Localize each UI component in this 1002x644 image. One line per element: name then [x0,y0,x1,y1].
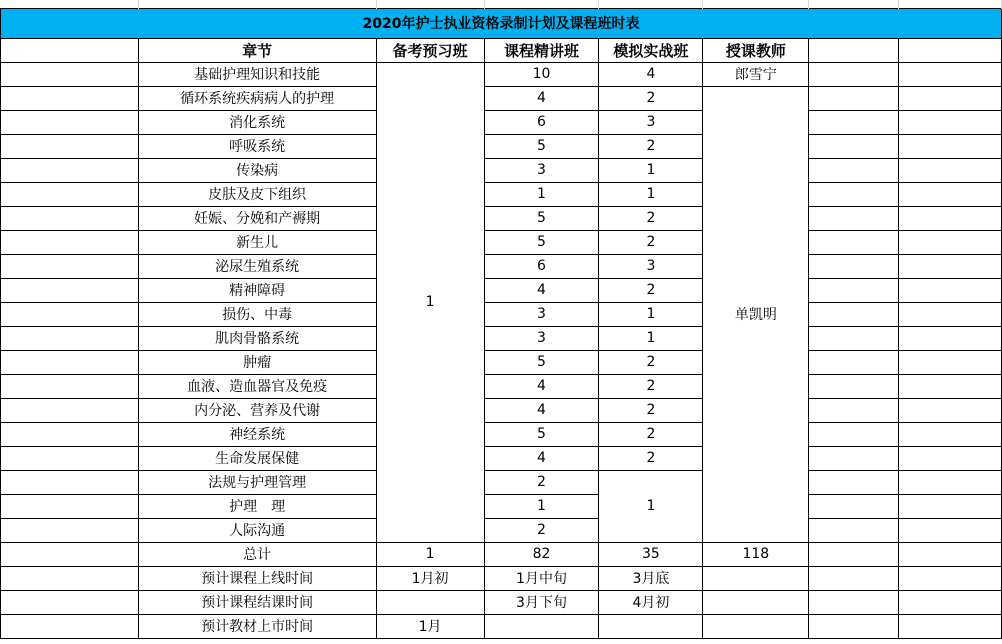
blank-cell [899,38,1002,62]
blank-cell [899,590,1002,614]
blank-cell [809,470,899,494]
blank-cell [1,446,139,470]
chapter-cell: 泌尿生殖系统 [138,254,376,278]
header-lecture: 课程精讲班 [484,38,599,62]
lecture-cell: 5 [484,206,599,230]
blank-cell [1,206,139,230]
blank-cell [899,278,1002,302]
chapter-cell: 护理 理 [138,494,376,518]
chapter-cell: 皮肤及皮下组织 [138,182,376,206]
mock-cell: 1 [599,158,703,182]
blank-cell [809,350,899,374]
schedule-book-row [1,614,1002,638]
lecture-cell: 3 [484,326,599,350]
book-label: 预计教材上市时间 [138,614,376,638]
mock-cell: 1 [599,302,703,326]
blank-cell [899,470,1002,494]
blank-cell [899,518,1002,542]
mock-cell: 2 [599,230,703,254]
chapter-cell: 神经系统 [138,422,376,446]
blank-cell [1,110,139,134]
table-row [1,182,1002,206]
lecture-cell: 4 [484,398,599,422]
blank-cell [899,206,1002,230]
blank-cell [1,422,139,446]
finish-prep [376,590,484,614]
blank-cell [899,110,1002,134]
lecture-cell: 6 [484,254,599,278]
finish-mock: 4月初 [599,590,703,614]
header-chapter: 章节 [138,38,376,62]
blank-cell [1,302,139,326]
table-row [1,230,1002,254]
total-lecture: 82 [484,542,599,566]
blank-cell [899,614,1002,638]
mock-cell: 3 [599,254,703,278]
online-lecture: 1月中旬 [484,566,599,590]
chapter-cell: 新生儿 [138,230,376,254]
blank-cell [899,62,1002,86]
blank-cell [809,446,899,470]
blank-cell [809,86,899,110]
blank-cell [1,278,139,302]
blank-cell [809,206,899,230]
blank-cell [809,518,899,542]
chapter-cell: 传染病 [138,158,376,182]
blank-cell [1,158,139,182]
table-row [1,446,1002,470]
lecture-cell: 2 [484,470,599,494]
blank-cell [1,326,139,350]
blank-cell [809,230,899,254]
blank-cell [899,302,1002,326]
lecture-cell: 4 [484,86,599,110]
finish-lecture: 3月下旬 [484,590,599,614]
lecture-cell: 1 [484,494,599,518]
blank-cell [809,398,899,422]
chapter-cell: 生命发展保健 [138,446,376,470]
blank-cell [1,62,139,86]
sheet-title: 2020年护士执业资格录制计划及课程班时表 [1,8,1002,38]
blank-cell [1,542,139,566]
lecture-cell: 10 [484,62,599,86]
mock-cell: 2 [599,350,703,374]
lecture-cell: 4 [484,446,599,470]
blank-cell [1,590,139,614]
blank-cell [809,254,899,278]
blank-cell [1,38,139,62]
blank-cell [1,230,139,254]
mock-cell: 2 [599,206,703,230]
table-row [1,470,1002,494]
mock-merged-cell: 1 [599,470,703,542]
prep-merged-cell: 1 [376,62,484,542]
lecture-cell: 5 [484,230,599,254]
blank-cell [1,254,139,278]
blank-cell [899,158,1002,182]
table-row [1,494,1002,518]
schedule-online-row [1,566,1002,590]
blank-cell [809,302,899,326]
blank-cell [1,566,139,590]
chapter-cell: 人际沟通 [138,518,376,542]
header-mock: 模拟实战班 [599,38,703,62]
mock-cell: 2 [599,134,703,158]
lecture-cell: 5 [484,350,599,374]
blank-cell [899,230,1002,254]
blank-cell [899,254,1002,278]
finish-label: 预计课程结课时间 [138,590,376,614]
blank-cell [809,542,899,566]
blank-cell [809,326,899,350]
header-row [1,38,1002,62]
table-row [1,86,1002,110]
blank-cell [809,590,899,614]
blank-cell [484,614,599,638]
chapter-cell: 循环系统疾病病人的护理 [138,86,376,110]
blank-cell [703,590,809,614]
table-row [1,302,1002,326]
total-row [1,542,1002,566]
mock-cell: 2 [599,374,703,398]
mock-cell: 1 [599,326,703,350]
blank-cell [1,518,139,542]
chapter-cell: 基础护理知识和技能 [138,62,376,86]
online-label: 预计课程上线时间 [138,566,376,590]
blank-cell [899,182,1002,206]
teacher-merged-cell: 单凯明 [703,86,809,542]
blank-cell [899,422,1002,446]
mock-cell: 2 [599,278,703,302]
total-teacher: 118 [703,542,809,566]
blank-cell [809,62,899,86]
chapter-cell: 法规与护理管理 [138,470,376,494]
table-row [1,278,1002,302]
table-row [1,206,1002,230]
lecture-cell: 3 [484,158,599,182]
table-row [1,422,1002,446]
blank-cell [899,350,1002,374]
lecture-cell: 6 [484,110,599,134]
blank-cell [1,398,139,422]
mock-cell: 2 [599,422,703,446]
header-teacher: 授课教师 [703,38,809,62]
top-spacer-row [1,0,1002,8]
chapter-cell: 妊娠、分娩和产褥期 [138,206,376,230]
table-row [1,518,1002,542]
book-prep: 1月 [376,614,484,638]
total-label: 总计 [138,542,376,566]
total-mock: 35 [599,542,703,566]
blank-cell [1,182,139,206]
lecture-cell: 2 [484,518,599,542]
blank-cell [1,86,139,110]
blank-cell [899,326,1002,350]
chapter-cell: 肌肉骨骼系统 [138,326,376,350]
mock-cell: 4 [599,62,703,86]
blank-cell [899,494,1002,518]
blank-cell [1,374,139,398]
title-row [1,8,1002,38]
chapter-cell: 呼吸系统 [138,134,376,158]
chapter-cell: 精神障碍 [138,278,376,302]
blank-cell [599,614,703,638]
blank-cell [1,134,139,158]
table-row [1,350,1002,374]
table-row [1,326,1002,350]
table-row [1,398,1002,422]
table-row [1,62,1002,86]
blank-cell [809,158,899,182]
mock-cell: 3 [599,110,703,134]
chapter-cell: 损伤、中毒 [138,302,376,326]
online-prep: 1月初 [376,566,484,590]
blank-cell [899,542,1002,566]
mock-cell: 2 [599,86,703,110]
mock-cell: 2 [599,398,703,422]
blank-cell [1,494,139,518]
blank-cell [899,446,1002,470]
blank-cell [809,278,899,302]
chapter-cell: 肿瘤 [138,350,376,374]
table-row [1,110,1002,134]
online-mock: 3月底 [599,566,703,590]
mock-cell: 1 [599,182,703,206]
blank-cell [809,614,899,638]
blank-cell [809,494,899,518]
table-row [1,254,1002,278]
blank-cell [809,134,899,158]
blank-cell [703,566,809,590]
blank-cell [1,350,139,374]
table-row [1,158,1002,182]
blank-cell [809,38,899,62]
header-prep: 备考预习班 [376,38,484,62]
chapter-cell: 消化系统 [138,110,376,134]
chapter-cell: 内分泌、营养及代谢 [138,398,376,422]
total-prep: 1 [376,542,484,566]
blank-cell [809,374,899,398]
blank-cell [809,182,899,206]
blank-cell [1,614,139,638]
blank-cell [809,422,899,446]
blank-cell [809,110,899,134]
lecture-cell: 5 [484,134,599,158]
lecture-cell: 5 [484,422,599,446]
lecture-cell: 1 [484,182,599,206]
blank-cell [899,134,1002,158]
chapter-cell: 血液、造血器官及免疫 [138,374,376,398]
teacher-cell: 郎雪宁 [703,62,809,86]
mock-cell: 2 [599,446,703,470]
blank-cell [899,398,1002,422]
table-row [1,134,1002,158]
blank-cell [703,614,809,638]
schedule-finish-row [1,590,1002,614]
blank-cell [809,566,899,590]
lecture-cell: 3 [484,302,599,326]
lecture-cell: 4 [484,278,599,302]
lecture-cell: 4 [484,374,599,398]
blank-cell [899,374,1002,398]
blank-cell [899,86,1002,110]
table-row [1,374,1002,398]
blank-cell [1,470,139,494]
blank-cell [899,566,1002,590]
